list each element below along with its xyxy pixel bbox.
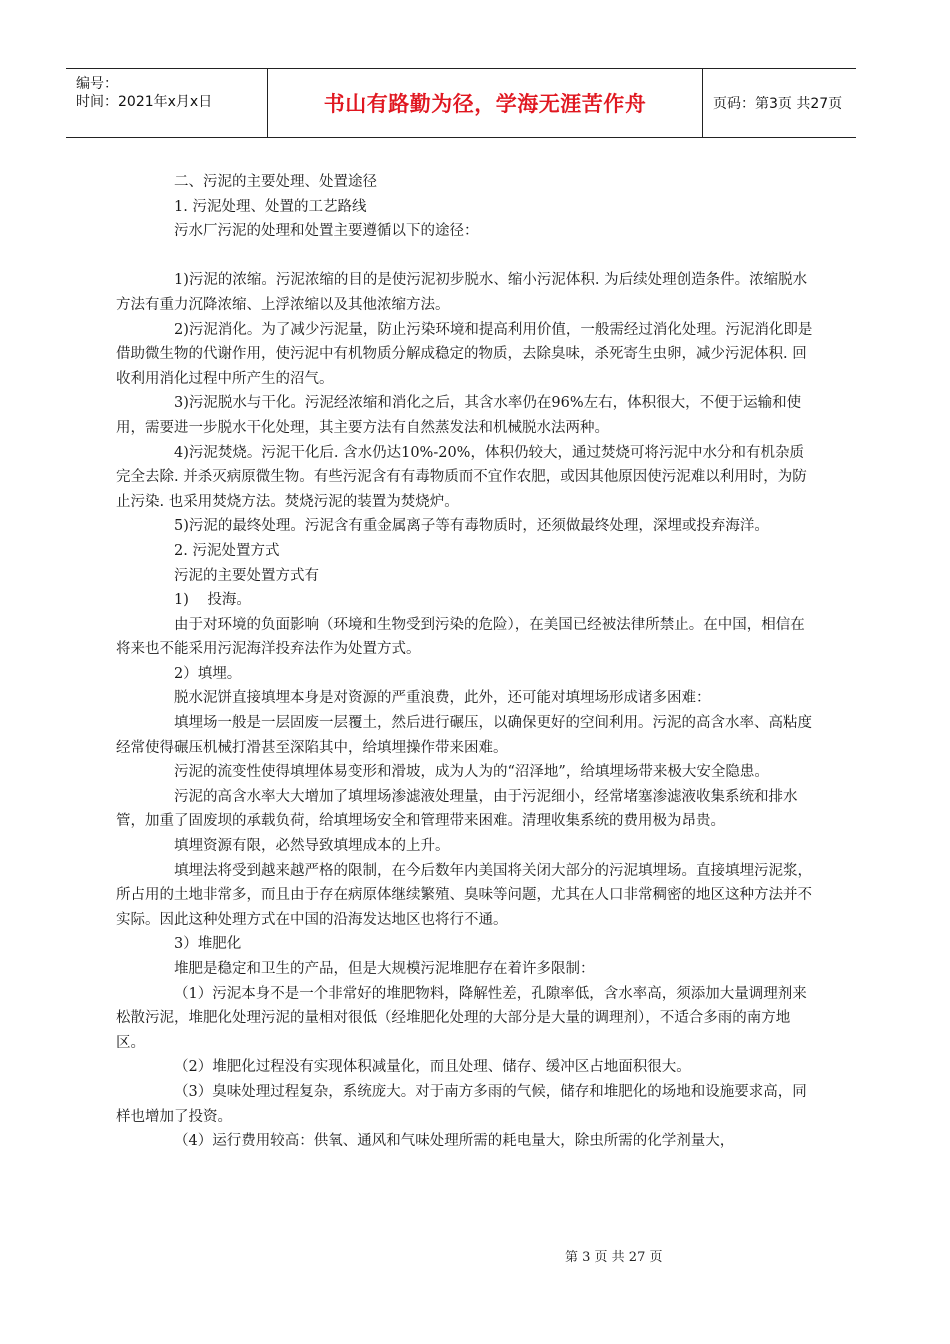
paragraph: 污泥的主要处置方式有 bbox=[174, 567, 319, 584]
list-item-heading: 1) 投海。 bbox=[174, 592, 251, 609]
page-footer: 第 3 页 共 27 页 bbox=[565, 1250, 663, 1265]
subsection-heading: 1. 污泥处理、处置的工艺路线 bbox=[174, 198, 367, 215]
list-item-heading: 3）堆肥化 bbox=[174, 936, 242, 953]
header-meta bbox=[66, 69, 266, 137]
paragraph: 3)污泥脱水与干化。污泥经浓缩和消化之后，其含水率仍在96%左右，体积很大，不便于运输和使用，需要进一步脱水干化处理，其主要方法有自然蒸发法和机械脱水法两种。 bbox=[116, 395, 802, 436]
paragraph: 由于对环境的负面影响（环境和生物受到污染的危险），在美国已经被法律所禁止。在中国，相信在将来也不能采用污泥海洋投弃法作为处置方式。 bbox=[116, 616, 805, 658]
paragraph: 4)污泥焚烧。污泥干化后. 含水仍达10%-20%，体积仍较大，通过焚烧可将污泥中水分和有机杂质完全去除. 并杀灭病原微生物。有些污泥含有有毒物质而不宜作农肥，或因其他原因使污泥难以利用时，为防止污染. 也采用焚烧方法。焚烧污泥的装置为焚烧炉。 bbox=[116, 444, 807, 510]
paragraph: （3）臭味处理过程复杂，系统庞大。对于南方多雨的气候，储存和堆肥化的场地和设施要求高，同样也增加了投资。 bbox=[116, 1083, 807, 1125]
document-time-label: 时间：2021年x月x日 bbox=[76, 94, 213, 110]
document-body bbox=[116, 170, 816, 1154]
subsection-heading: 2. 污泥处置方式 bbox=[174, 542, 280, 559]
paragraph: 污水厂污泥的处理和处置主要遵循以下的途径： bbox=[174, 223, 479, 240]
paragraph: 5)污泥的最终处理。污泥含有重金属离子等有毒物质时，还须做最终处理，深埋或投弃海洋。 bbox=[174, 518, 769, 535]
paragraph: （2）堆肥化过程没有实现体积减量化，而且处理、储存、缓冲区占地面积很大。 bbox=[174, 1059, 691, 1076]
paragraph: 填埋资源有限，必然导致填埋成本的上升。 bbox=[174, 838, 450, 855]
paragraph: 污泥的高含水率大大增加了填埋场渗滤液处理量，由于污泥细小，经常堵塞渗滤液收集系统和排水管，加重了固废坝的承载负荷，给填埋场安全和管理带来困难。清理收集系统的费用极为昂贵。 bbox=[116, 788, 798, 830]
paragraph: 污泥的流变性使得填埋体易变形和滑坡，成为人为的“沼泽地”，给填埋场带来极大安全隐患。 bbox=[174, 764, 769, 781]
page-header bbox=[66, 68, 856, 138]
paragraph: 堆肥是稳定和卫生的产品，但是大规模污泥堆肥存在着许多限制： bbox=[174, 961, 595, 977]
paragraph: 填埋场一般是一层固废一层覆土，然后进行碾压，以确保更好的空间利用。污泥的高含水率、高粘度经常使得碾压机械打滑甚至深陷其中，给填埋操作带来困难。 bbox=[116, 715, 812, 756]
paragraph: 1)污泥的浓缩。污泥浓缩的目的是使污泥初步脱水、缩小污泥体积. 为后续处理创造条件。浓缩脱水方法有重力沉降浓缩、上浮浓缩以及其他浓缩方法。 bbox=[116, 272, 808, 313]
list-item-heading: 2）填埋。 bbox=[174, 665, 242, 682]
paragraph: 脱水泥饼直接填埋本身是对资源的严重浪费，此外，还可能对填埋场形成诸多困难： bbox=[174, 690, 711, 707]
paragraph: 填埋法将受到越来越严格的限制，在今后数年内美国将关闭大部分的污泥填埋场。直接填埋污泥浆，所占用的土地非常多，而且由于存在病原体继续繁殖、臭味等问题，尤其在人口非常稠密的地区这种方法并不实际。因此这种处理方式在中国的沿海发达地区也将行不通。 bbox=[116, 862, 812, 928]
paragraph: 2)污泥消化。为了减少污泥量，防止污染环境和提高利用价值，一般需经过消化处理。污泥消化即是借助微生物的代谢作用，使污泥中有机物质分解成稳定的物质，去除臭味，杀死寄生虫卵，减少污泥体积. 回收利用消化过程中所产生的沼气。 bbox=[116, 321, 813, 387]
header-motto: 书山有路勤为径，学海无涯苦作舟 bbox=[323, 92, 647, 116]
section-heading: 二、污泥的主要处理、处置途径 bbox=[174, 174, 377, 190]
document-number-label: 编号： bbox=[76, 76, 118, 92]
paragraph: （4）运行费用较高：供氧、通风和气味处理所需的耗电量大，除虫所需的化学剂量大， bbox=[174, 1133, 735, 1150]
paragraph: （1）污泥本身不是一个非常好的堆肥物料，降解性差，孔隙率低，含水率高，须添加大量调理剂来松散污泥，堆肥化处理污泥的量相对很低（经堆肥化处理的大部分是大量的调理剂），不适合多雨的南方地区。 bbox=[116, 985, 807, 1051]
header-page-number: 页码：第3页 共27页 bbox=[713, 96, 843, 112]
